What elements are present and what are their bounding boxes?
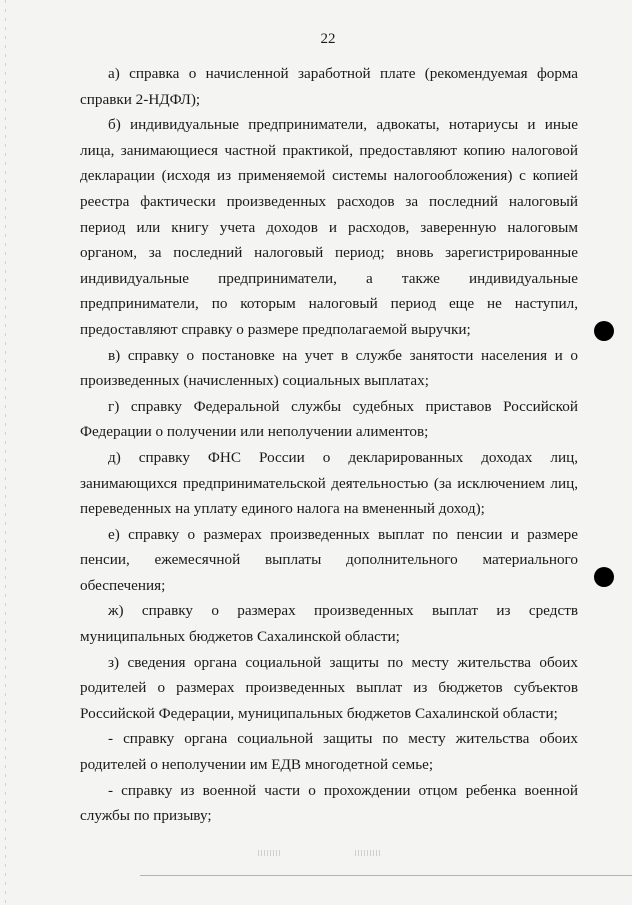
scan-smudge — [258, 850, 280, 856]
scan-smudge — [355, 850, 381, 856]
paragraph-zh: ж) справку о размерах произведенных выплат из средств муниципальных бюджетов Сахалинской области; — [80, 602, 578, 646]
document-body — [80, 61, 578, 829]
paragraph-v: в) справку о постановке на учет в службе занятости населения и о произведенных (начисленных) социальных выплатах; — [80, 346, 578, 390]
paragraph-d: д) справку ФНС России о декларированных доходах лиц, занимающихся предпринимательской деятельностью (за исключением лиц, переведенных на уплату единого налога на вмененный доход); — [80, 448, 578, 518]
paragraph-e: е) справку о размерах произведенных выплат по пенсии и размере пенсии, ежемесячной выплаты дополнительного материального обеспечения; — [80, 525, 578, 594]
paragraph-b: б) индивидуальные предприниматели, адвокаты, нотариусы и иные лица, занимающиеся частной практикой, предоставляют копию налоговой декларации (исходя из применяемой системы налогообложения) с копией реестра фактически произведенных расходов за последний налоговый период или книгу учета доходов и расходов, заверенную налоговым органом, за последний налоговый период; вновь зарегистрированные индивидуальные предприниматели, а также индивидуальные предприниматели, по которым налоговый период еще не наступил, предоставляют справку о размере предполагаемой выручки; — [80, 116, 578, 338]
scan-edge-left — [5, 0, 6, 905]
page-number: 22 — [320, 31, 336, 47]
paragraph-a: а) справка о начисленной заработной плате (рекомендуемая форма справки 2-НДФЛ); — [80, 65, 578, 108]
punch-hole-icon — [594, 567, 614, 587]
punch-hole-icon — [594, 321, 614, 341]
scan-edge-bottom — [140, 875, 632, 876]
paragraph-g: г) справку Федеральной службы судебных приставов Российской Федерации о получении или неполучении алиментов; — [80, 397, 578, 441]
paragraph-z: з) сведения органа социальной защиты по месту жительства обоих родителей о размерах произведенных выплат из бюджетов субъектов Российской Федерации, муниципальных бюджетов Сахалинской области; — [80, 653, 578, 722]
paragraph-dash-1: - справку органа социальной защиты по месту жительства обоих родителей о неполучении им ЕДВ многодетной семье; — [80, 730, 578, 774]
paragraph-dash-2: - справку из военной части о прохождении отцом ребенка военной службы по призыву; — [80, 781, 578, 825]
